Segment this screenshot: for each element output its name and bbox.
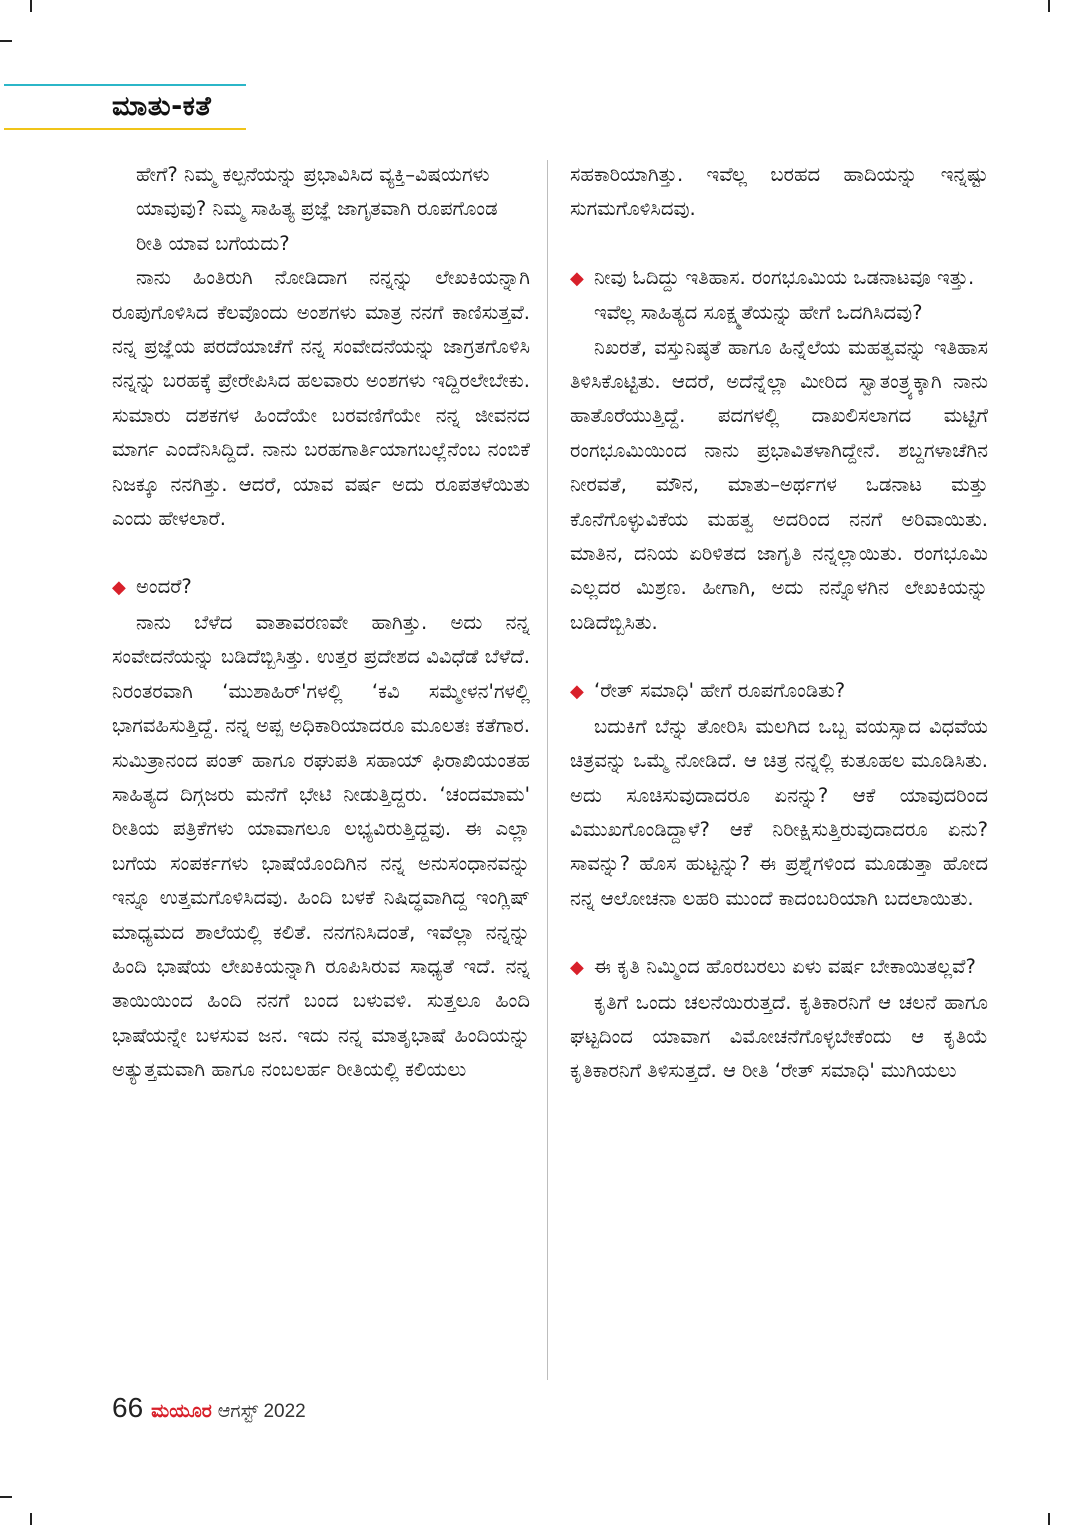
question-text: ಈ ಕೃತಿ ನಿಮ್ಮಿಂದ ಹೊರಬರಲು ಏಳು ವರ್ಷ ಬೇಕಾಯಿತಲ್ಲವೆ?	[594, 955, 976, 979]
answer-paragraph: ಕೃತಿಗೆ ಒಂದು ಚಲನೆಯಿರುತ್ತದೆ. ಕೃತಿಕಾರನಿಗೆ ಆ ಚಲನೆ ಹಾಗೂ ಘಟ್ಟದಿಂದ ಯಾವಾಗ ವಿಮೋಚನೆಗೊಳ್ಳಬೇಕೆಂದು ಆ ಕೃತಿಯೆ ಕೃತಿಕಾರನಿಗೆ ತಿಳಿಸುತ್ತದೆ. ಆ ರೀತಿ ‘ರೇತ್ ಸಮಾಧಿ' ಮುಗಿಯಲು	[570, 990, 988, 1083]
question-text: ಅಂದರೆ?	[136, 575, 192, 599]
question-text: ‘ರೇತ್ ಸಮಾಧಿ' ಹೇಗೆ ರೂಪಗೊಂಡಿತು?	[594, 679, 846, 703]
issue-date: ಆಗಸ್ಟ್ 2022	[217, 1401, 306, 1422]
section-rule-top	[4, 84, 246, 86]
answer-paragraph: ಬದುಕಿಗೆ ಬೆನ್ನು ತೋರಿಸಿ ಮಲಗಿದ ಒಬ್ಬ ವಯಸ್ಸಾದ ವಿಧವೆಯ ಚಿತ್ರವನ್ನು ಒಮ್ಮೆ ನೋಡಿದೆ. ಆ ಚಿತ್ರ ನನ್ನಲ್ಲಿ ಕುತೂಹಲ ಮೂಡಿಸಿತು. ಅದು ಸೂಚಿಸುವುದಾದರೂ ಏನನ್ನು? ಆಕೆ ಯಾವುದರಿಂದ ವಿಮುಖಗೊಂಡಿದ್ದಾಳೆ? ಆಕೆ ನಿರೀಕ್ಷಿಸುತ್ತಿರುವುದಾದರೂ ಏನು? ಸಾವನ್ನು? ಹೊಸ ಹುಟ್ಟನ್ನು? ಈ ಪ್ರಶ್ನೆಗಳಿಂದ ಮೂಡುತ್ತಾ ಹೋದ ನನ್ನ ಆಲೋಚನಾ ಲಹರಿ ಮುಂದೆ ಕಾದಂಬರಿಯಾಗಿ ಬದಲಾಯಿತು.	[570, 714, 988, 910]
column-divider	[547, 160, 548, 1380]
diamond-bullet-icon: ◆	[112, 577, 126, 599]
crop-mark	[0, 40, 12, 42]
answer-paragraph: ನಾನು ಬೆಳೆದ ವಾತಾವರಣವೇ ಹಾಗಿತ್ತು. ಅದು ನನ್ನ ಸಂವೇದನೆಯನ್ನು ಬಡಿದೆಬ್ಬಿಸಿತ್ತು. ಉತ್ತರ ಪ್ರದೇಶದ ವಿವಿಧೆಡೆ ಬೆಳೆದೆ. ನಿರಂತರವಾಗಿ ‘ಮುಶಾಹಿರ್'ಗಳಲ್ಲಿ ‘ಕವಿ ಸಮ್ಮೇಳನ'ಗಳಲ್ಲಿ ಭಾಗವಹಿಸುತ್ತಿದ್ದೆ. ನನ್ನ ಅಪ್ಪ ಅಧಿಕಾರಿಯಾದರೂ ಮೂಲತಃ ಕತೆಗಾರ. ಸುಮಿತ್ರಾನಂದ ಪಂತ್ ಹಾಗೂ ರಘುಪತಿ ಸಹಾಯ್ ಫಿರಾಖಿಯಂತಹ ಸಾಹಿತ್ಯದ ದಿಗ್ಗಜರು ಮನೆಗೆ ಭೇಟಿ ನೀಡುತ್ತಿದ್ದರು. ‘ಚಂದಮಾಮ' ರೀತಿಯ ಪತ್ರಿಕೆಗಳು ಯಾವಾಗಲೂ ಲಭ್ಯವಿರುತ್ತಿದ್ದವು. ಈ ಎಲ್ಲಾ ಬಗೆಯ ಸಂಪರ್ಕಗಳು ಭಾಷೆಯೊಂದಿಗಿನ ನನ್ನ ಅನುಸಂಧಾನವನ್ನು ಇನ್ನೂ ಉತ್ತಮಗೊಳಿಸಿದವು. ಹಿಂದಿ ಬಳಕೆ ನಿಷಿದ್ಧವಾಗಿದ್ದ ಇಂಗ್ಲಿಷ್ ಮಾಧ್ಯಮದ ಶಾಲೆಯಲ್ಲಿ ಕಲಿತೆ. ನನಗನಿಸಿದಂತೆ, ಇವೆಲ್ಲಾ ನನ್ನನ್ನು ಹಿಂದಿ ಭಾಷೆಯ ಲೇಖಕಿಯನ್ನಾಗಿ ರೂಪಿಸಿರುವ ಸಾಧ್ಯತೆ ಇದೆ. ನನ್ನ ತಾಯಿಯಿಂದ ಹಿಂದಿ ನನಗೆ ಬಂದ ಬಳುವಳಿ. ಸುತ್ತಲೂ ಹಿಂದಿ ಭಾಷೆಯನ್ನೇ ಬಳಸುವ ಜನ. ಇದು ನನ್ನ ಮಾತೃಭಾಷೆ ಹಿಂದಿಯನ್ನು ಅತ್ಯುತ್ತಮವಾಗಿ ಹಾಗೂ ನಂಬಲರ್ಹ ರೀತಿಯಲ್ಲಿ ಕಲಿಯಲು	[112, 610, 530, 1082]
crop-mark	[30, 1513, 32, 1525]
crop-mark	[30, 0, 32, 12]
right-column	[570, 158, 988, 1388]
question-heading	[570, 950, 988, 985]
crop-mark	[1048, 0, 1050, 12]
answer-continuation: ಸಹಕಾರಿಯಾಗಿತ್ತು. ಇವೆಲ್ಲ ಬರಹದ ಹಾದಿಯನ್ನು ಇನ್ನಷ್ಟು ಸುಗಮಗೊಳಿಸಿದವು.	[570, 163, 988, 221]
question-text: ನೀವು ಓದಿದ್ದು ಇತಿಹಾಸ. ರಂಗಭೂಮಿಯ ಒಡನಾಟವೂ ಇತ್ತು. ಇವೆಲ್ಲ ಸಾಹಿತ್ಯದ ಸೂಕ್ಷ್ಮತೆಯನ್ನು ಹೇಗೆ ಒದಗಿಸಿದವು?	[594, 265, 975, 325]
answer-paragraph: ನಿಖರತೆ, ವಸ್ತುನಿಷ್ಠತೆ ಹಾಗೂ ಹಿನ್ನೆಲೆಯ ಮಹತ್ವವನ್ನು ಇತಿಹಾಸ ತಿಳಿಸಿಕೊಟ್ಟಿತು. ಆದರೆ, ಅದೆನ್ನೆಲ್ಲಾ ಮೀರಿದ ಸ್ವಾತಂತ್ರ್ಯಕ್ಕಾಗಿ ನಾನು ಹಾತೊರೆಯುತ್ತಿದ್ದೆ. ಪದಗಳಲ್ಲಿ ದಾಖಲಿಸಲಾಗದ ಮಟ್ಟಿಗೆ ರಂಗಭೂಮಿಯಿಂದ ನಾನು ಪ್ರಭಾವಿತಳಾಗಿದ್ದೇನೆ. ಶಬ್ದಗಳಾಚೆಗಿನ ನೀರವತೆ, ಮೌನ, ಮಾತು–ಅರ್ಥಗಳ ಒಡನಾಟ ಮತ್ತು ಕೊನೆಗೊಳ್ಳುವಿಕೆಯ ಮಹತ್ವ ಅದರಿಂದ ನನಗೆ ಅರಿವಾಯಿತು. ಮಾತಿನ, ದನಿಯ ಏರಿಳಿತದ ಜಾಗೃತಿ ನನ್ನಲ್ಲಾಯಿತು. ರಂಗಭೂಮಿ ಎಲ್ಲದರ ಮಿಶ್ರಣ. ಹೀಗಾಗಿ, ಅದು ನನ್ನೊಳಗಿನ ಲೇಖಕಿಯನ್ನು ಬಡಿದೆಬ್ಬಿಸಿತು.	[570, 335, 988, 634]
page-footer	[112, 1392, 306, 1424]
magazine-logo: ಮಯೂರ	[151, 1401, 212, 1422]
question-heading	[570, 674, 988, 709]
page-number: 66	[112, 1392, 144, 1423]
diamond-bullet-icon: ◆	[570, 681, 584, 703]
question-heading	[112, 570, 530, 605]
section-rule-bottom	[4, 128, 246, 130]
crop-mark	[0, 1496, 12, 1498]
diamond-bullet-icon: ◆	[570, 267, 584, 289]
question-heading	[570, 261, 988, 331]
crop-mark	[1048, 1513, 1050, 1525]
left-column	[112, 158, 530, 1388]
diamond-bullet-icon: ◆	[570, 957, 584, 979]
section-title: ಮಾತು-ಕತೆ	[112, 91, 212, 122]
answer-paragraph: ನಾನು ಹಿಂತಿರುಗಿ ನೋಡಿದಾಗ ನನ್ನನ್ನು ಲೇಖಕಿಯನ್ನಾಗಿ ರೂಪುಗೊಳಿಸಿದ ಕೆಲವೊಂದು ಅಂಶಗಳು ಮಾತ್ರ ನನಗೆ ಕಾಣಿಸುತ್ತವೆ. ನನ್ನ ಪ್ರಜ್ಞೆಯ ಪರದೆಯಾಚೆಗೆ ನನ್ನ ಸಂವೇದನೆಯನ್ನು ಜಾಗ್ರತಗೊಳಿಸಿ ನನ್ನನ್ನು ಬರಹಕ್ಕೆ ಪ್ರೇರೇಪಿಸಿದ ಹಲವಾರು ಅಂಶಗಳು ಇದ್ದಿರಲೇಬೇಕು. ಸುಮಾರು ದಶಕಗಳ ಹಿಂದೆಯೇ ಬರವಣಿಗೆಯೇ ನನ್ನ ಜೀವನದ ಮಾರ್ಗ ಎಂದೆನಿಸಿದ್ದಿದೆ. ನಾನು ಬರಹಗಾರ್ತಿಯಾಗಬಲ್ಲೆನೆಂಬ ನಂಬಿಕೆ ನಿಜಕ್ಕೂ ನನಗಿತ್ತು. ಆದರೆ, ಯಾವ ವರ್ಷ ಅದು ರೂಪತಳೆಯಿತು ಎಂದು ಹೇಳಲಾರೆ.	[112, 266, 530, 531]
question-intro: ಹೇಗೆ? ನಿಮ್ಮ ಕಲ್ಪನೆಯನ್ನು ಪ್ರಭಾವಿಸಿದ ವ್ಯಕ್ತಿ–ವಿಷಯಗಳು ಯಾವುವು? ನಿಮ್ಮ ಸಾಹಿತ್ಯ ಪ್ರಜ್ಞೆ ಜಾಗೃತವಾಗಿ ರೂಪಗೊಂಡ ರೀತಿ ಯಾವ ಬಗೆಯದು?	[136, 163, 498, 255]
